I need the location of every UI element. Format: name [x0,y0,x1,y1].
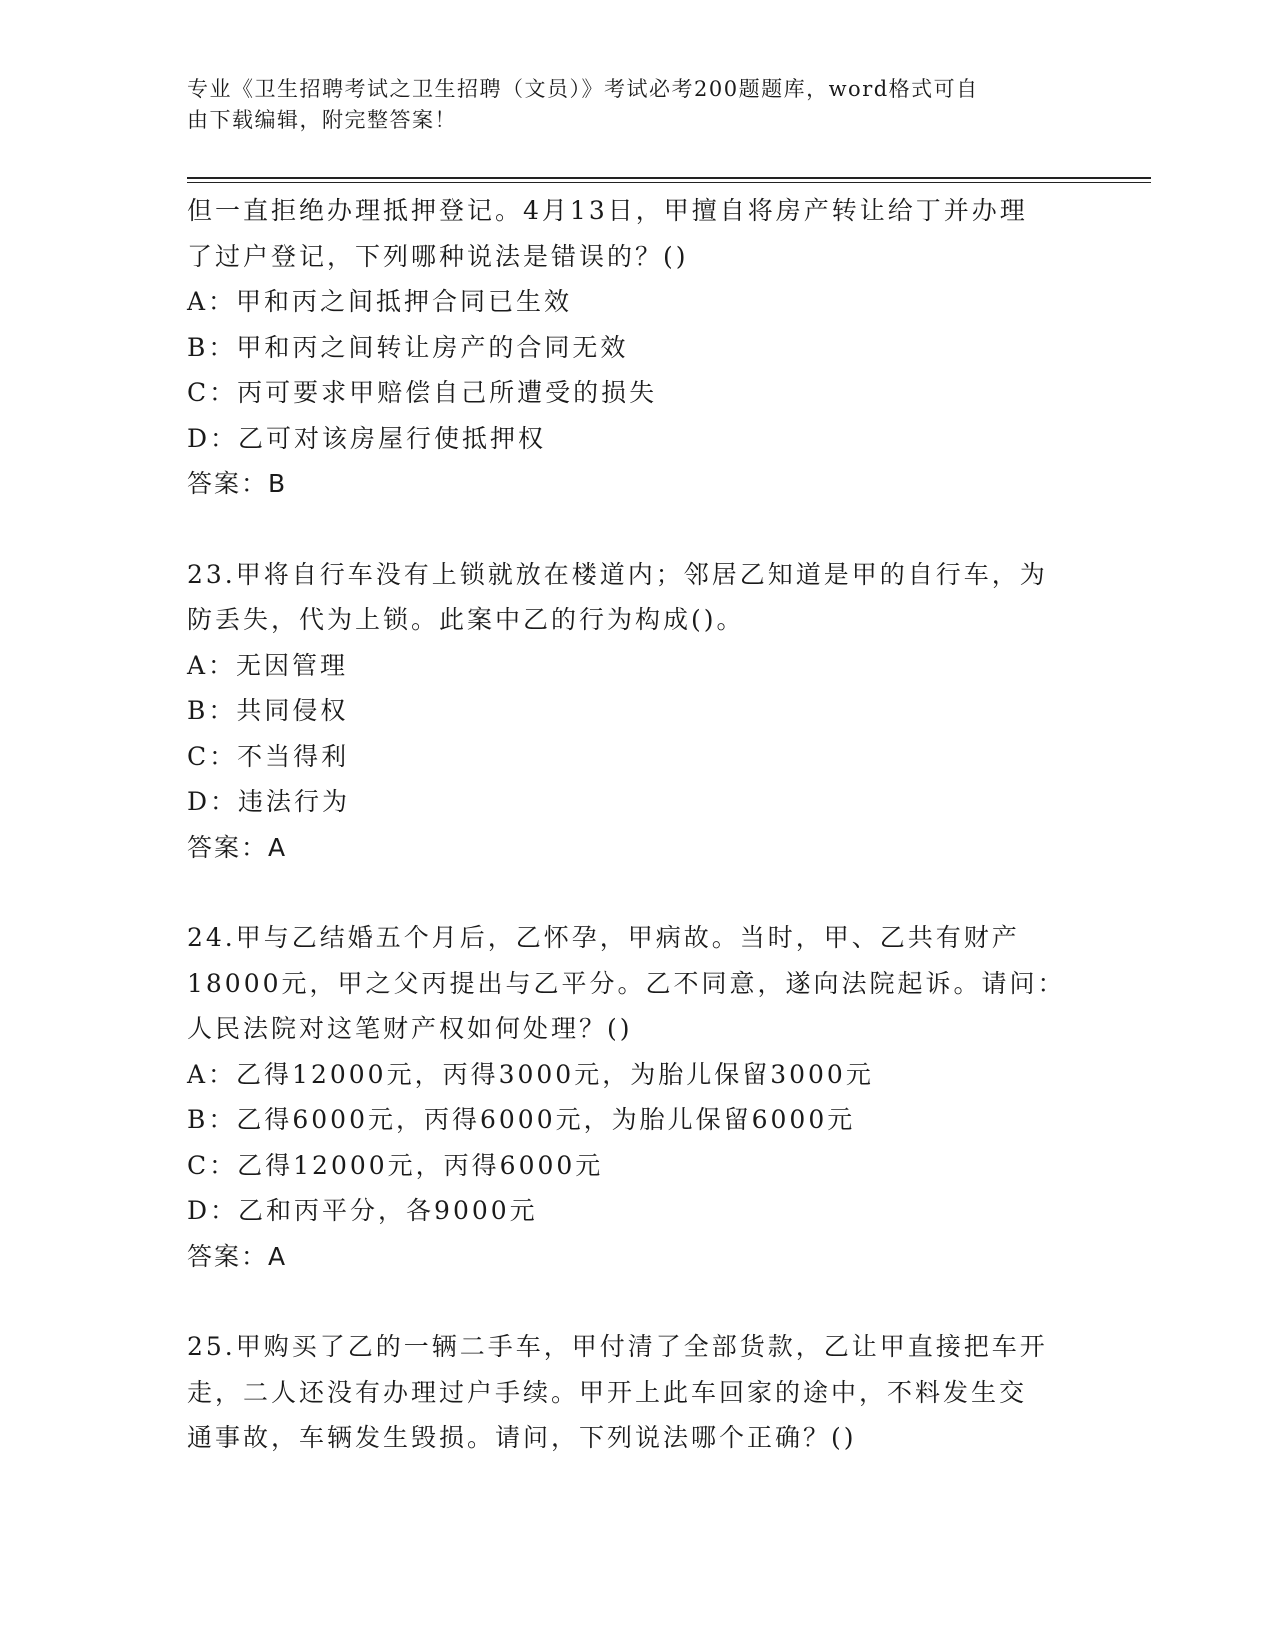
question-stem-line: 人民法院对这笔财产权如何处理？() [187,1014,633,1043]
question-25 [187,1324,1087,1461]
question-24 [187,915,1087,1279]
document-header [187,74,1067,136]
option-b: B：共同侵权 [187,696,349,725]
question-22 [187,188,1087,507]
question-stem-line: 23.甲将自行车没有上锁就放在楼道内；邻居乙知道是甲的自行车，为 [187,559,1048,589]
answer-label: 答案：B [187,469,288,498]
question-stem-line: 25.甲购买了乙的一辆二手车，甲付清了全部货款，乙让甲直接把车开 [187,1332,1048,1361]
answer-label: 答案：A [187,832,288,862]
question-stem-line: 24.甲与乙结婚五个月后，乙怀孕，甲病故。当时，甲、乙共有财产 [187,923,1020,952]
answer-label: 答案：A [187,1241,288,1271]
question-stem-line: 18000元，甲之父丙提出与乙平分。乙不同意，遂向法院起诉。请问： [187,968,1066,998]
header-line-1: 专业《卫生招聘考试之卫生招聘（文员）》考试必考200题题库，word格式可自 [187,77,979,101]
question-23 [187,552,1087,871]
spacer [187,870,1087,915]
option-b: B：乙得6000元，丙得6000元，为胎儿保留6000元 [187,1105,856,1134]
question-stem-line: 防丢失，代为上锁。此案中乙的行为构成()。 [187,605,745,634]
option-b: B：甲和丙之间转让房产的合同无效 [187,332,629,362]
question-stem-line: 通事故，车辆发生毁损。请问，下列说法哪个正确？() [187,1423,857,1452]
option-d: D：乙和丙平分，各9000元 [187,1196,538,1225]
header-divider-thick [187,177,1151,179]
option-d: D：违法行为 [187,787,351,816]
header-line-2: 由下载编辑，附完整答案！ [187,108,457,132]
document-body [187,188,1087,1461]
question-stem-line: 但一直拒绝办理抵押登记。4月13日，甲擅自将房产转让给丁并办理 [187,196,1028,225]
question-stem-line: 了过户登记，下列哪种说法是错误的？() [187,241,689,271]
spacer [187,507,1087,552]
question-stem-line: 走，二人还没有办理过户手续。甲开上此车回家的途中，不料发生交 [187,1377,1028,1407]
option-c: C：乙得12000元，丙得6000元 [187,1150,604,1180]
option-d: D：乙可对该房屋行使抵押权 [187,423,547,453]
option-a: A：甲和丙之间抵押合同已生效 [187,287,573,316]
option-c: C：不当得利 [187,741,350,771]
spacer [187,1279,1087,1324]
option-c: C：丙可要求甲赔偿自己所遭受的损失 [187,378,658,407]
option-a: A：乙得12000元，丙得3000元，为胎儿保留3000元 [187,1059,874,1089]
option-a: A：无因管理 [187,650,349,680]
header-divider-thin [187,182,1151,183]
